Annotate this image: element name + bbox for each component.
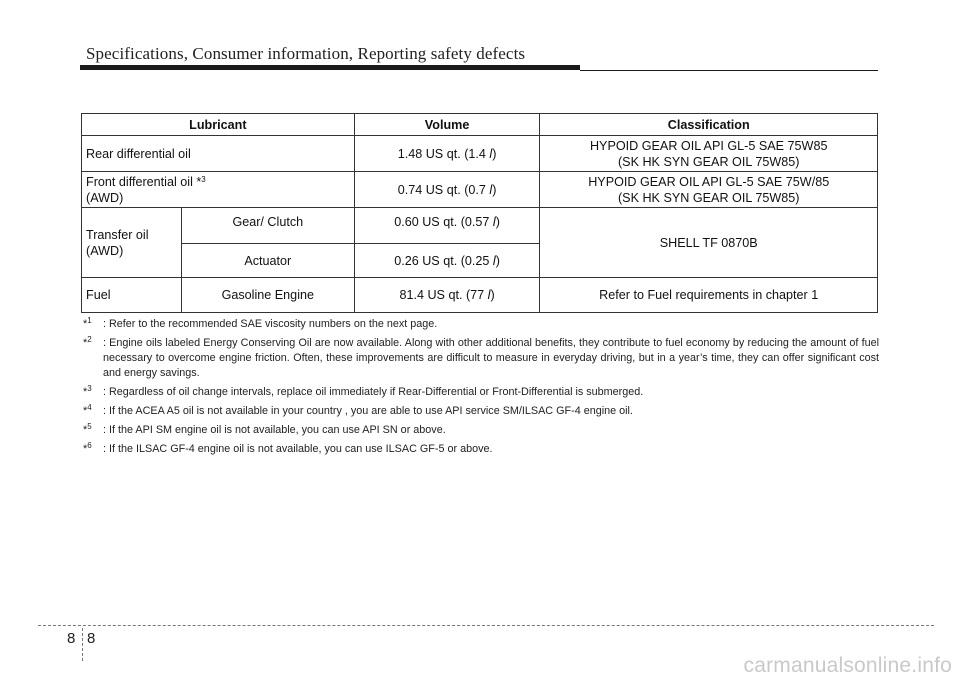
fuel-classification: Refer to Fuel requirements in chapter 1	[540, 278, 878, 313]
rear-diff-volume: 1.48 US qt. (1.4 l)	[354, 136, 540, 172]
page-header-title: Specifications, Consumer information, Reporting safety defects	[86, 44, 526, 63]
footer-page-divider	[82, 628, 83, 661]
transfer-oil-classification: SHELL TF 0870B	[540, 208, 878, 278]
fuel-lubricant: Fuel	[82, 278, 182, 313]
table-row	[82, 208, 878, 244]
header-classification: Classification	[540, 114, 878, 136]
fuel-engine-type: Gasoline Engine	[181, 278, 354, 313]
table-row	[82, 172, 878, 208]
watermark: carmanualsonline.info	[743, 654, 952, 677]
header-rule	[580, 70, 878, 71]
footnote-2: *$^2$ : Engine oils labeled Energy Conserving Oil are now available. Along with other additional benefits, they contribute to fuel economy by reducing the amount of fuel necessary to overcome engine friction. Often, these improvements are difficult to measure in everyday driving, but in a year’s time, they can offer significant cost and energy savings.	[83, 335, 879, 379]
footnote-3: *$^3$ : Regardless of oil change intervals, replace oil immediately if Rear-Differential or Front-Differential is submerged.	[83, 384, 644, 398]
front-diff-volume: 0.74 US qt. (0.7 l)	[354, 172, 540, 208]
transfer-gear-volume: 0.60 US qt. (0.57 l)	[354, 208, 540, 244]
header-bar	[80, 65, 580, 70]
lubricant-spec-table	[81, 113, 878, 313]
transfer-actuator-volume: 0.26 US qt. (0.25 l)	[354, 244, 540, 278]
footnotes	[83, 317, 879, 461]
rear-diff-lubricant: Rear differential oil	[82, 136, 355, 172]
transfer-oil-lubricant: Transfer oil (AWD)	[82, 208, 182, 278]
table-row	[82, 278, 878, 313]
front-diff-classification: HYPOID GEAR OIL API GL-5 SAE 75W/85 (SK HK SYN GEAR OIL 75W85)	[540, 172, 878, 208]
header-lubricant: Lubricant	[82, 114, 355, 136]
footnote-5: *$^5$ : If the API SM engine oil is not available, you can use API SN or above.	[83, 422, 446, 436]
page-number: 8	[87, 630, 96, 647]
fuel-volume: 81.4 US qt. (77 l)	[354, 278, 540, 313]
header-volume: Volume	[354, 114, 540, 136]
chapter-number: 8	[67, 630, 76, 647]
table-row	[82, 136, 878, 172]
footnote-6: *$^6$ : If the ILSAC GF-4 engine oil is not available, you can use ILSAC GF-5 or above.	[83, 441, 493, 455]
footnote-1: *$^1$ : Refer to the recommended SAE viscosity numbers on the next page.	[83, 316, 438, 330]
footer-divider	[38, 625, 934, 626]
transfer-gear-label: Gear/ Clutch	[181, 208, 354, 244]
rear-diff-classification: HYPOID GEAR OIL API GL-5 SAE 75W85 (SK HK SYN GEAR OIL 75W85)	[540, 136, 878, 172]
front-diff-lubricant: Front differential oil *$^3$ (AWD)	[82, 172, 355, 208]
transfer-actuator-label: Actuator	[181, 244, 354, 278]
footnote-4: *$^4$ : If the ACEA A5 oil is not available in your country , you are able to use API service SM/ILSAC GF-4 engine oil.	[83, 403, 633, 417]
table-header-row	[82, 114, 878, 136]
